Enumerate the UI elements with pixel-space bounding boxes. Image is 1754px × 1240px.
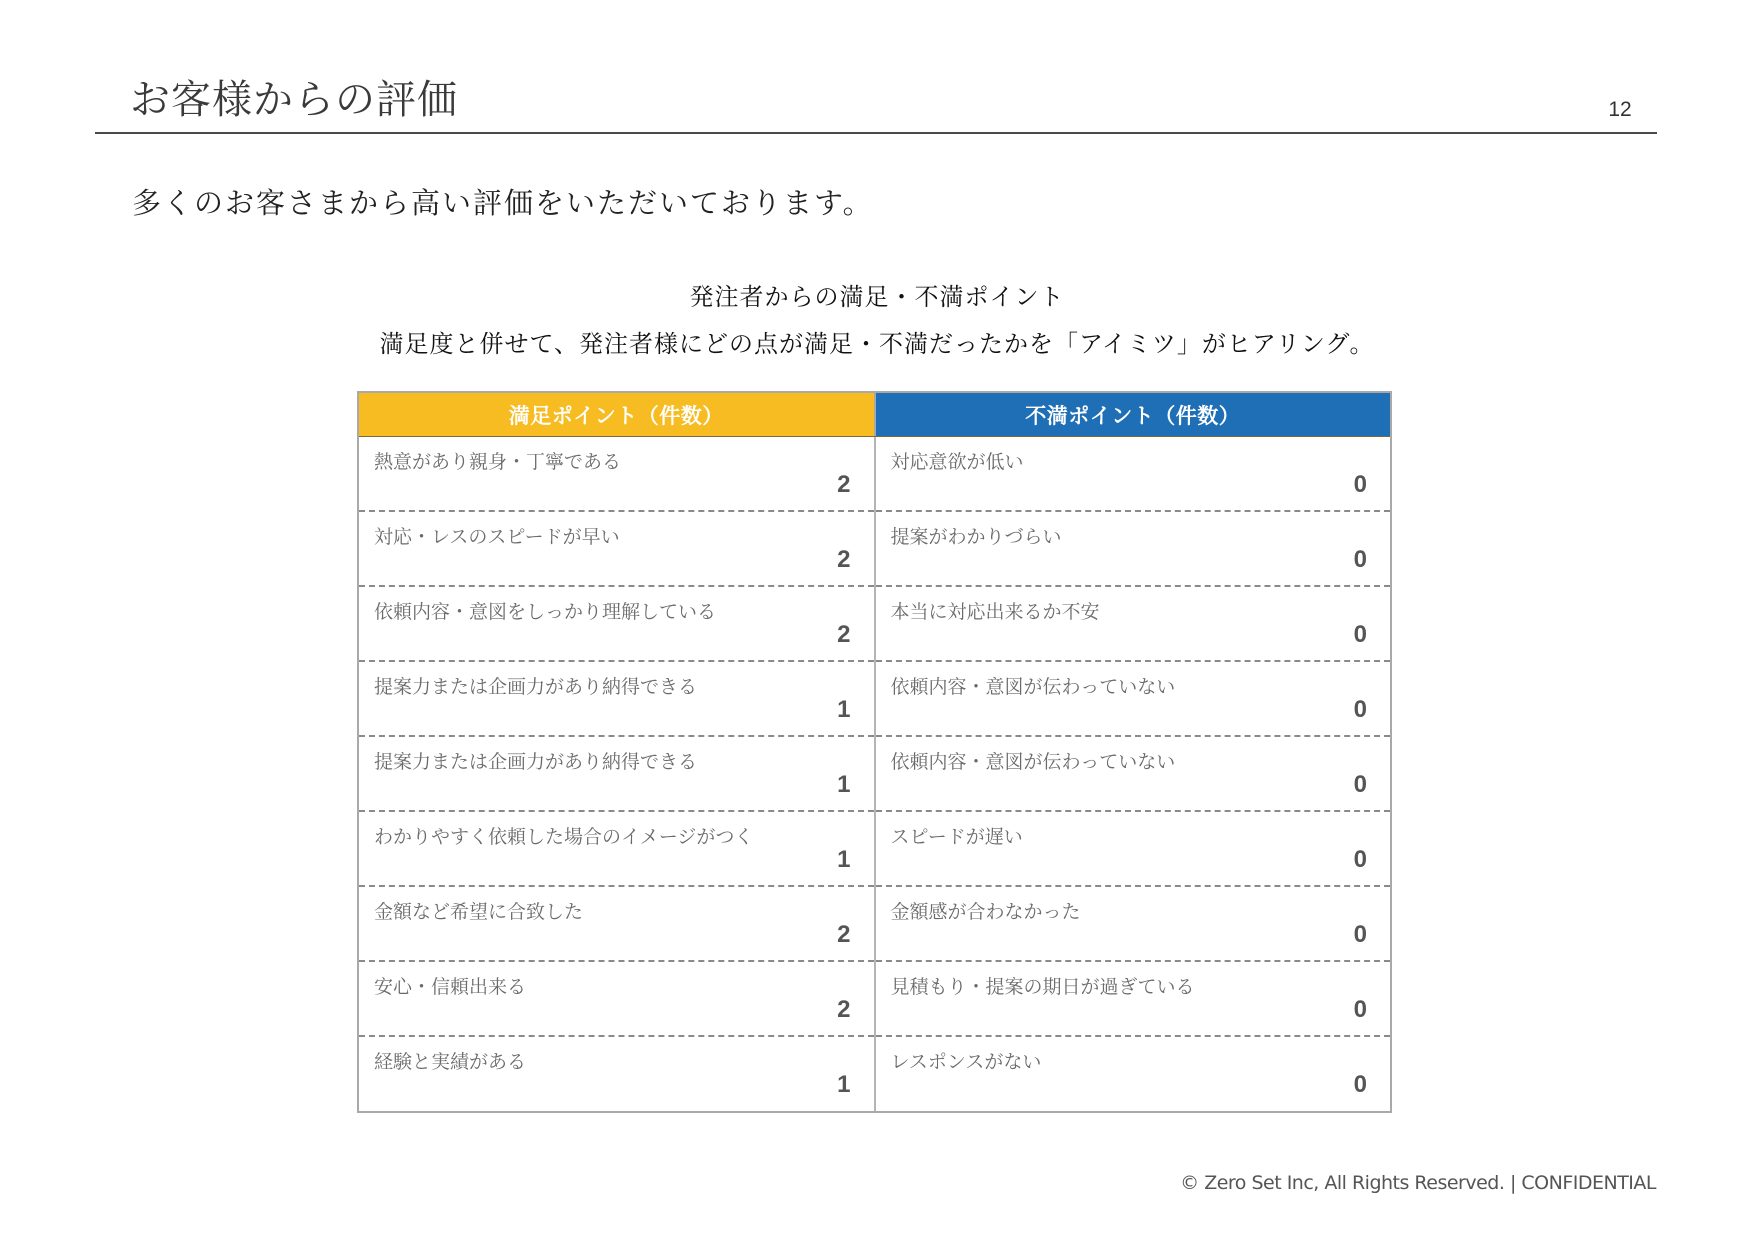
dissatisfied-column [876, 437, 1391, 1111]
table-cell [359, 887, 874, 962]
table-cell [359, 437, 874, 512]
cell-label: 対応意欲が低い [890, 451, 1024, 473]
cell-count: 0 [1353, 921, 1367, 948]
cell-label: 依頼内容・意図をしっかり理解している [374, 601, 717, 623]
table-cell [876, 962, 1391, 1037]
cell-count: 1 [837, 696, 851, 723]
table-body [359, 437, 1390, 1111]
cell-count: 2 [837, 621, 851, 648]
cell-count: 0 [1353, 771, 1367, 798]
cell-count: 2 [837, 921, 851, 948]
cell-label: 提案がわかりづらい [890, 526, 1062, 548]
table-cell [876, 887, 1391, 962]
cell-label: わかりやすく依頼した場合のイメージがつく [374, 826, 754, 848]
cell-count: 0 [1353, 1071, 1367, 1098]
table-caption-title: 発注者からの満足・不満ポイント [689, 283, 1065, 311]
cell-label: 依頼内容・意図が伝わっていない [890, 676, 1176, 698]
table-cell [876, 437, 1391, 512]
title-divider [95, 132, 1657, 134]
cell-label: 安心・信頼出来る [374, 976, 527, 998]
cell-count: 2 [837, 996, 851, 1023]
table-cell [359, 737, 874, 812]
table-caption-description: 満足度と併せて、発注者様にどの点が満足・不満だったかを「アイミツ」がヒアリング。 [379, 330, 1375, 358]
table-cell [876, 662, 1391, 737]
cell-label: 提案力または企画力があり納得できる [374, 751, 698, 773]
dissatisfied-header: 不満ポイント（件数） [876, 393, 1391, 436]
cell-count: 0 [1353, 621, 1367, 648]
footer-copyright: © Zero Set Inc, All Rights Reserved. | CONFIDENTIAL [1180, 1172, 1656, 1194]
table-cell [359, 662, 874, 737]
satisfaction-table [357, 391, 1392, 1113]
cell-count: 2 [837, 546, 851, 573]
cell-label: 金額感が合わなかった [890, 901, 1081, 923]
table-cell [359, 962, 874, 1037]
lead-text: 多くのお客さまから高い評価をいただいております。 [132, 186, 874, 220]
cell-label: スピードが遅い [890, 826, 1023, 848]
cell-label: 提案力または企画力があり納得できる [374, 676, 698, 698]
cell-label: レスポンスがない [890, 1051, 1042, 1073]
table-cell [876, 587, 1391, 662]
cell-count: 0 [1353, 846, 1367, 873]
slide-title: お客様からの評価 [130, 77, 458, 123]
cell-count: 0 [1353, 471, 1367, 498]
cell-label: 金額など希望に合致した [374, 901, 584, 923]
table-cell [359, 812, 874, 887]
cell-count: 0 [1353, 696, 1367, 723]
table-cell [876, 812, 1391, 887]
cell-label: 熱意があり親身・丁寧である [374, 451, 622, 473]
cell-count: 1 [837, 771, 851, 798]
satisfied-header: 満足ポイント（件数） [359, 393, 876, 436]
cell-count: 1 [837, 1071, 851, 1098]
table-cell [359, 1037, 874, 1111]
table-cell [359, 587, 874, 662]
page-number: 12 [1608, 98, 1632, 121]
table-cell [876, 1037, 1391, 1111]
cell-label: 見積もり・提案の期日が過ぎている [890, 976, 1195, 998]
cell-count: 1 [837, 846, 851, 873]
table-header [359, 393, 1390, 437]
table-cell [876, 737, 1391, 812]
cell-count: 0 [1353, 996, 1367, 1023]
cell-label: 本当に対応出来るか不安 [890, 601, 1100, 623]
cell-count: 0 [1353, 546, 1367, 573]
table-cell [359, 512, 874, 587]
cell-count: 2 [837, 471, 851, 498]
table-cell [876, 512, 1391, 587]
cell-label: 依頼内容・意図が伝わっていない [890, 751, 1176, 773]
satisfied-column [359, 437, 876, 1111]
cell-label: 対応・レスのスピードが早い [374, 526, 620, 548]
cell-label: 経験と実績がある [374, 1051, 527, 1073]
